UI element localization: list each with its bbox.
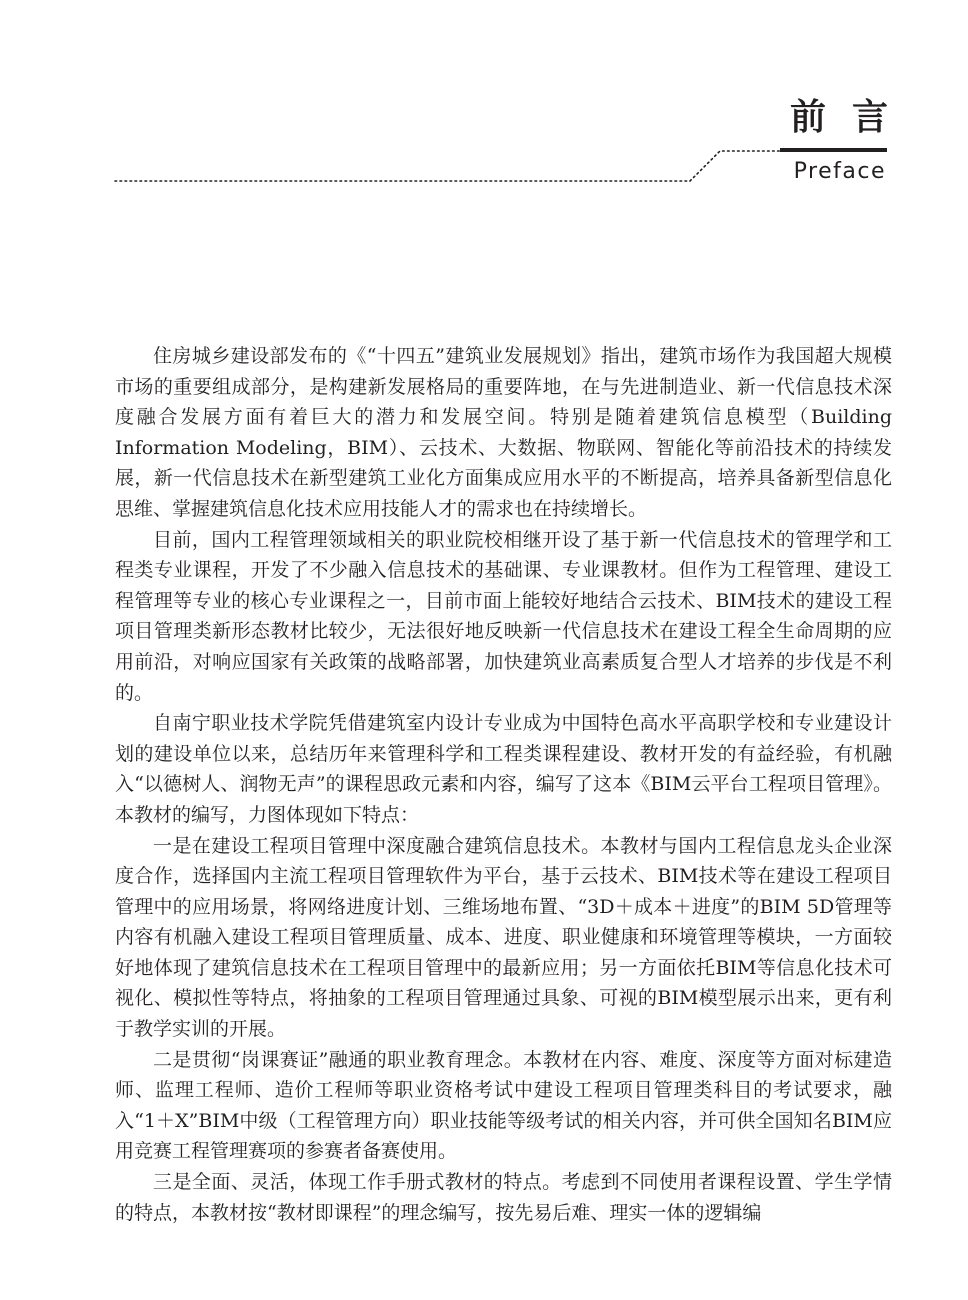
paragraph-4: 一是在建设工程项目管理中深度融合建筑信息技术。本教材与国内工程信息龙头企业深度合作，选择国内主流工程项目管理软件为平台，基于云技术、BIM技术等在建设工程项目管理中的应用场景，将网络进度计划、三维场地布置、“3D＋成本＋进度”的BIM 5D管理等内容有机融入建设工程项目管理质量、成本、进度、职业健康和环境管理等模块，一方面较好地体现了建筑信息技术在工程项目管理中的最新应用；另一方面依托BIM等信息化技术可视化、模拟性等特点，将抽象的工程项目管理通过具象、可视的BIM模型展示出来，更有利于教学实训的开展。 [115,834,892,1041]
paragraph-6: 三是全面、灵活，体现工作手册式教材的特点。考虑到不同使用者课程设置、学生学情的特点，本教材按“教材即课程”的理念编写，按先易后难、理实一体的逻辑编 [115,1171,892,1224]
paragraph-1: 住房城乡建设部发布的《“十四五”建筑业发展规划》指出，建筑市场作为我国超大规模市场的重要组成部分，是构建新发展格局的重要阵地，在与先进制造业、新一代信息技术深度融合发展方面有着巨大的潜力和发展空间。特别是随着建筑信息模型（Building Information Modeling，BIM）、云技术、大数据、物联网、智能化等前沿技术的持续发展，新一代信息技术在新型建筑工业化方面集成应用水平的不断提高，培养具备新型信息化思维、掌握建筑信息化技术应用技能人才的需求也在持续增长。 [115,345,892,520]
paragraph-5: 二是贯彻“岗课赛证”融通的职业教育理念。本教材在内容、难度、深度等方面对标建造师、监理工程师、造价工程师等职业资格考试中建设工程项目管理类科目的考试要求，融入“1＋X”BIM中级（工程管理方向）职业技能等级考试的相关内容，并可供全国知名BIM应用竞赛工程管理赛项的参赛者备赛使用。 [115,1048,892,1163]
dotted-leader-line [110,145,790,185]
paragraph-3: 自南宁职业技术学院凭借建筑室内设计专业成为中国特色高水平高职学校和专业建设计划的建设单位以来，总结历年来管理科学和工程类课程建设、教材开发的有益经验，有机融入“以德树人、润物无声”的课程思政元素和内容，编写了这本《BIM云平台工程项目管理》。本教材的编写，力图体现如下特点： [115,712,892,826]
page-subtitle: Preface [793,159,886,184]
title-underline [780,148,887,152]
page-title: 前言 [789,97,914,138]
preface-body [115,341,892,1291]
paragraph-2: 目前，国内工程管理领域相关的职业院校相继开设了基于新一代信息技术的管理学和工程类专业课程，开发了不少融入信息技术的基础课、专业课教材。但作为工程管理、建设工程管理等专业的核心专业课程之一，目前市面上能较好地结合云技术、BIM技术的建设工程项目管理类新形态教材比较少，无法很好地反映新一代信息技术在建设工程全生命周期的应用前沿，对响应国家有关政策的战略部署，加快建筑业高素质复合型人才培养的步伐是不利的。 [115,528,892,704]
